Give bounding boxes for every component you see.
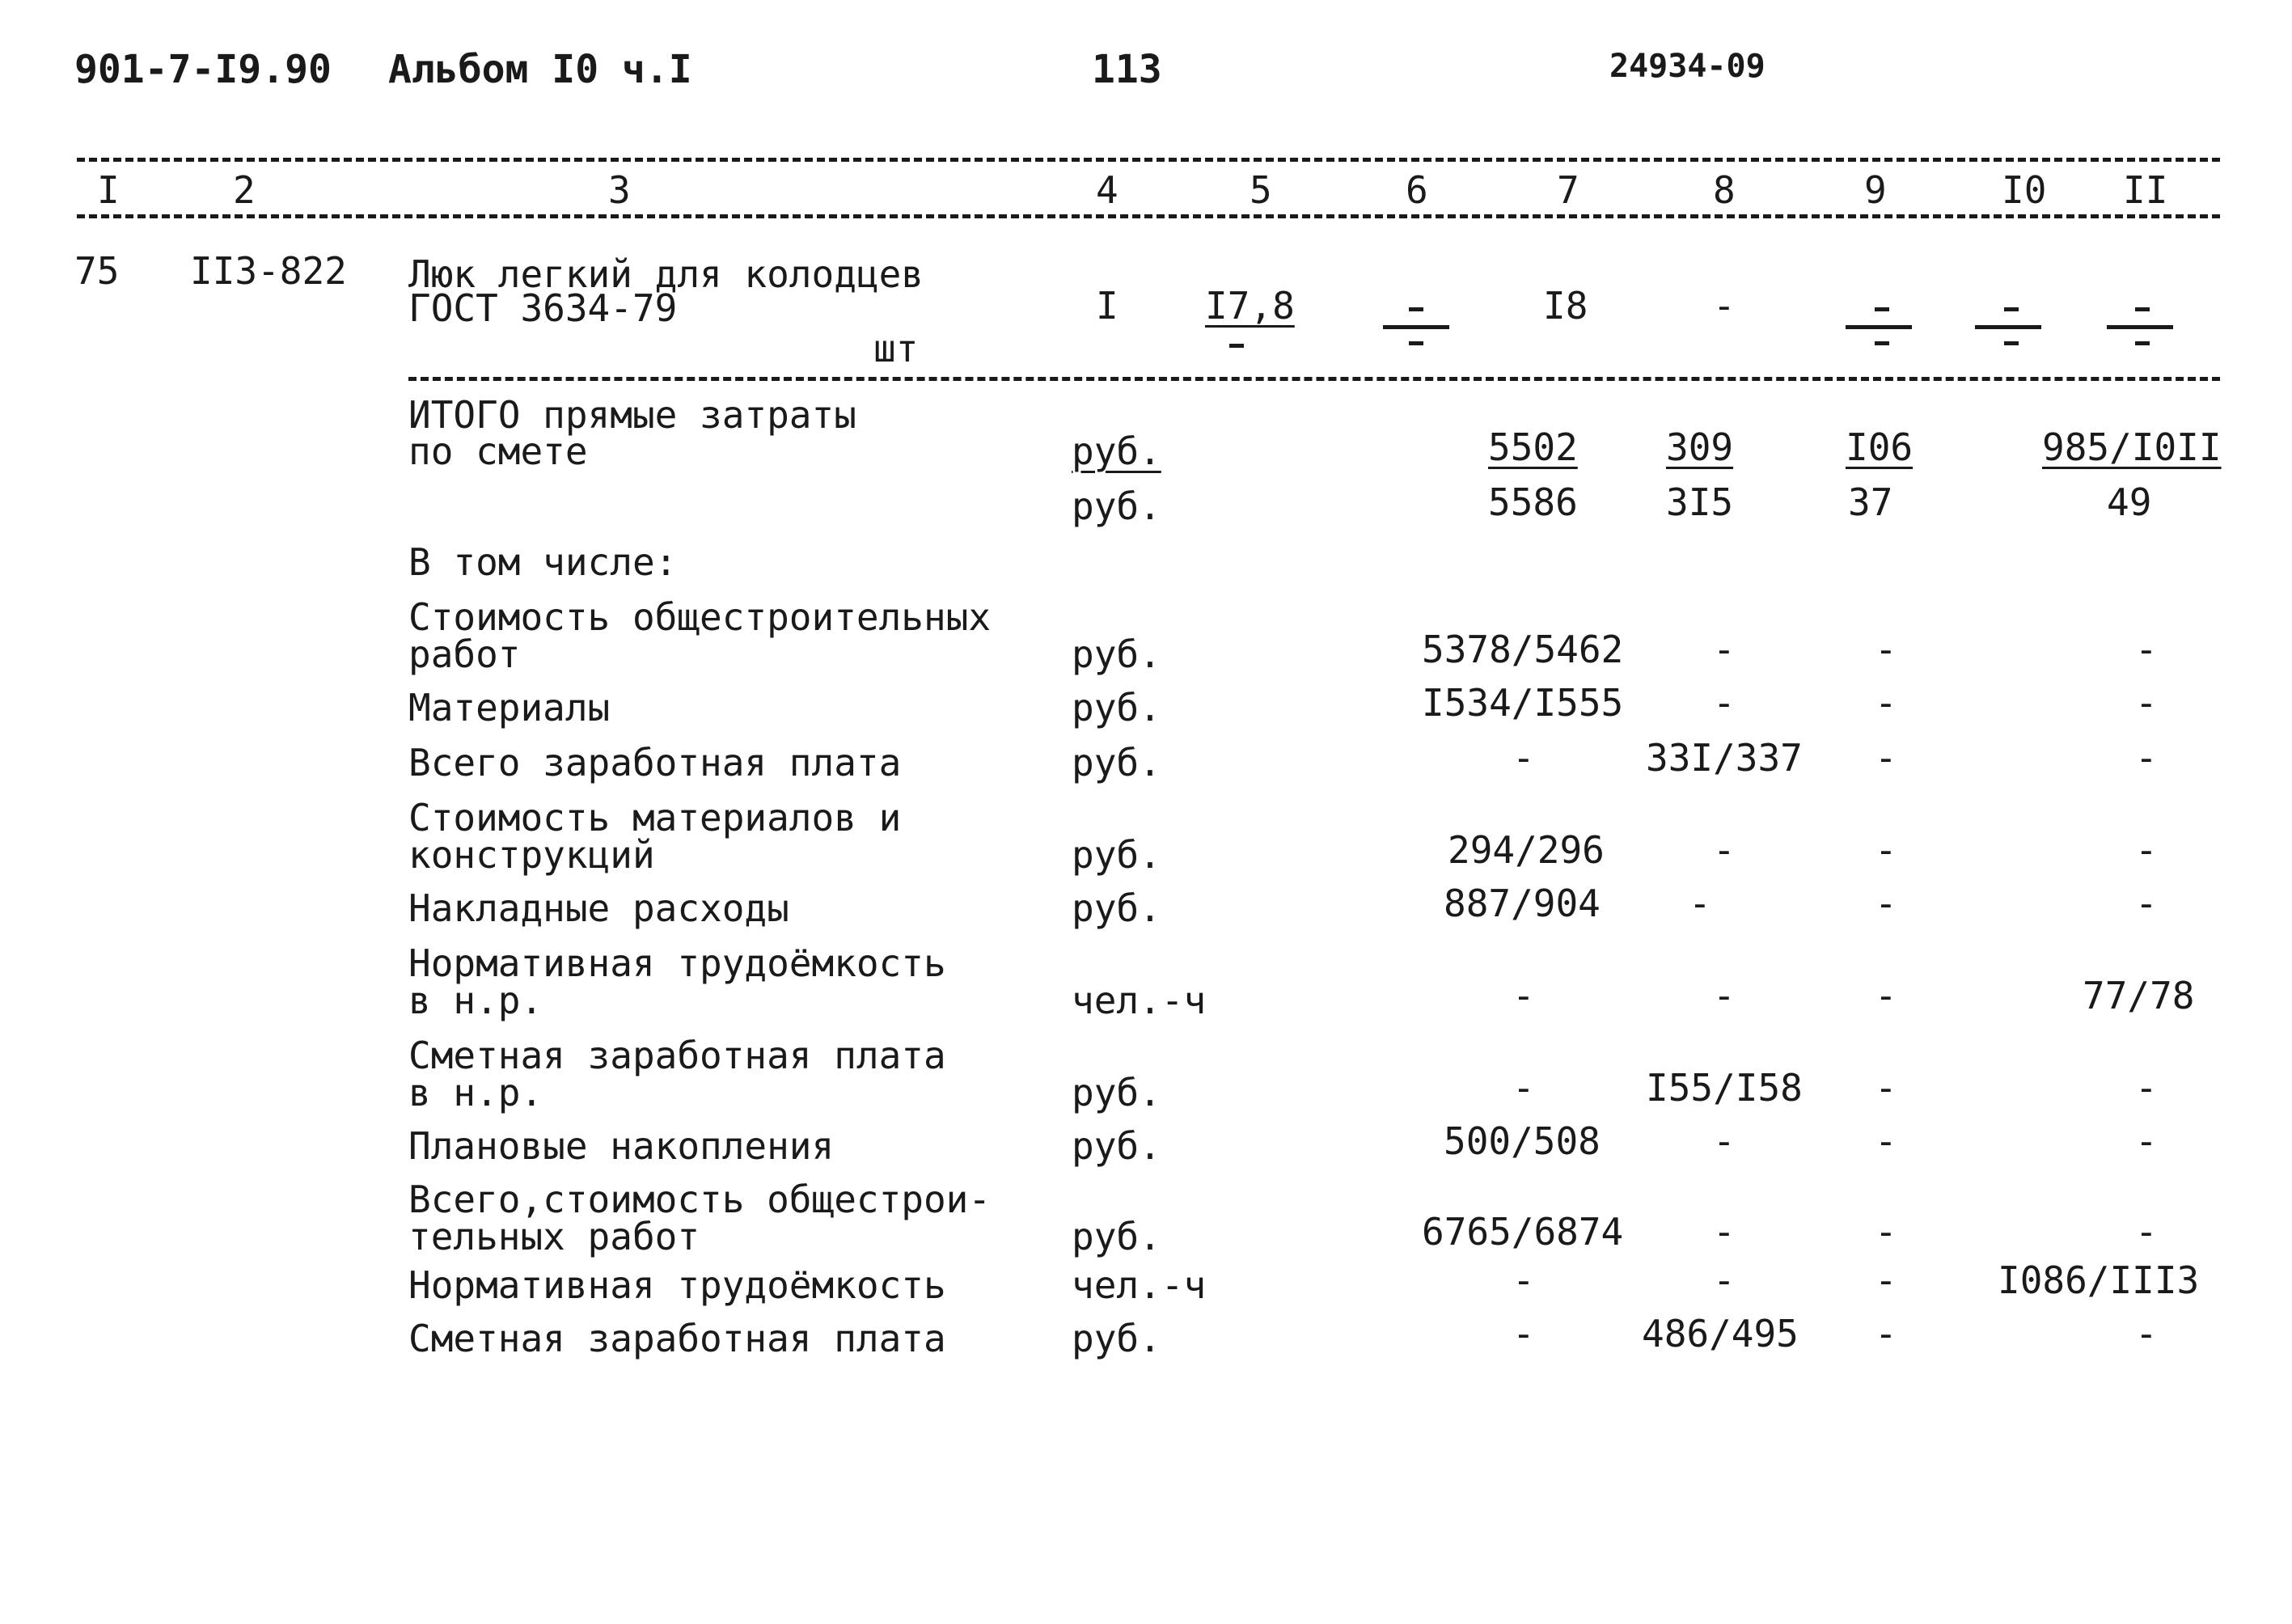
- item-col10-rule: [1975, 325, 2041, 329]
- row-col9: -: [1875, 882, 1897, 925]
- col-header-4: 4: [1096, 168, 1119, 212]
- doc-number: 24934-09: [1609, 48, 1766, 85]
- row-col9: -: [1875, 736, 1897, 780]
- row-col9: -: [1875, 1258, 1897, 1302]
- totals-label-line2: по смете: [408, 429, 588, 473]
- row-col8: -: [1689, 882, 1711, 925]
- totals-separator: [408, 377, 2220, 381]
- row-label-line2: тельных работ: [408, 1215, 700, 1258]
- row-col11: -: [2135, 828, 2158, 872]
- col-header-9: 9: [1864, 168, 1887, 212]
- row-col11: I086/III3: [1998, 1258, 2200, 1302]
- row-col11: -: [2135, 1119, 2158, 1163]
- row-col9: -: [1875, 1210, 1897, 1254]
- col-header-3: 3: [608, 168, 631, 212]
- totals-col8-bottom: 3I5: [1666, 480, 1734, 524]
- row-col11: -: [2135, 736, 2158, 780]
- row-label-line1: Накладные расходы: [408, 886, 789, 930]
- item-col9-rule: [1846, 325, 1912, 329]
- row-col8: -: [1713, 828, 1736, 872]
- totals-col11-top: 985/I0II: [2042, 425, 2222, 469]
- row-label-line1: Сметная заработная плата: [408, 1034, 946, 1077]
- row-unit: руб.: [1072, 686, 1161, 730]
- row-col8: -: [1713, 1258, 1736, 1302]
- row-col7: 294/296: [1448, 828, 1605, 872]
- row-col9: -: [1875, 1119, 1897, 1163]
- row-col9: -: [1875, 681, 1897, 725]
- row-label-line1: Сметная заработная плата: [408, 1317, 946, 1360]
- row-col8: -: [1713, 1119, 1736, 1163]
- totals-unit-bottom: руб.: [1072, 484, 1161, 528]
- row-unit: руб.: [1072, 632, 1161, 676]
- col-header-10: I0: [2002, 168, 2047, 212]
- row-col9: -: [1875, 974, 1897, 1017]
- row-col11: -: [2135, 1312, 2158, 1355]
- row-col7: -: [1512, 1312, 1535, 1355]
- row-label-line1: Стоимость общестроительных: [408, 595, 992, 639]
- row-col7: 887/904: [1444, 882, 1601, 925]
- row-label-line1: Всего,стоимость общестрои-: [408, 1178, 992, 1221]
- row-unit: руб.: [1072, 741, 1161, 785]
- item-col11-rule: [2107, 325, 2173, 329]
- row-col11: 77/78: [2083, 974, 2195, 1017]
- item-col8: -: [1713, 284, 1736, 328]
- col-header-5: 5: [1250, 168, 1272, 212]
- totals-col8-top: 309: [1666, 425, 1734, 469]
- row-label-line2: работ: [408, 632, 521, 676]
- row-col11: -: [2135, 628, 2158, 671]
- item-col7: I8: [1543, 284, 1588, 328]
- totals-col7-bottom: 5586: [1488, 480, 1578, 524]
- col-header-2: 2: [233, 168, 256, 212]
- item-col6-rule: [1383, 325, 1449, 329]
- row-unit: руб.: [1072, 886, 1161, 930]
- row-col11: -: [2135, 882, 2158, 925]
- item-col9-dash-bottom: [1875, 341, 1889, 345]
- item-number: 75: [74, 249, 120, 293]
- row-col7: -: [1512, 974, 1535, 1017]
- row-col11: -: [2135, 681, 2158, 725]
- row-col7: -: [1512, 736, 1535, 780]
- row-label-line2: конструкций: [408, 833, 655, 877]
- col-header-6: 6: [1406, 168, 1428, 212]
- row-label-line1: Всего заработная плата: [408, 741, 902, 785]
- row-col9: -: [1875, 1312, 1897, 1355]
- row-col8: -: [1713, 681, 1736, 725]
- row-col11: -: [2135, 1210, 2158, 1254]
- row-col9: -: [1875, 828, 1897, 872]
- item-col6-dash-top: [1409, 307, 1423, 311]
- totals-col11-bottom: 49: [2107, 480, 2152, 524]
- row-unit: чел.-ч: [1072, 979, 1207, 1022]
- row-unit: руб.: [1072, 1317, 1161, 1360]
- item-quantity: I: [1096, 284, 1119, 328]
- row-col8: I55/I58: [1646, 1066, 1803, 1110]
- col-header-1: I: [97, 168, 120, 212]
- totals-col9-bottom: 37: [1848, 480, 1893, 524]
- row-unit: руб.: [1072, 1215, 1161, 1258]
- row-label-line1: Нормативная трудоёмкость: [408, 1263, 946, 1307]
- item-name-line2: ГОСТ 3634-79: [408, 286, 678, 330]
- item-col11-dash-top: [2135, 307, 2150, 311]
- header-top-rule: [77, 158, 2220, 162]
- totals-unit-top: руб.: [1072, 429, 1161, 473]
- including-label: В том числе:: [408, 540, 678, 584]
- totals-col9-top: I06: [1846, 425, 1914, 469]
- item-col5-dash: [1229, 344, 1244, 348]
- col-header-8: 8: [1713, 168, 1736, 212]
- row-col7: 6765/6874: [1422, 1210, 1624, 1254]
- totals-label-line1: ИТОГО прямые затраты: [408, 393, 856, 437]
- row-unit: руб.: [1072, 833, 1161, 877]
- row-label-line1: Плановые накопления: [408, 1124, 835, 1168]
- item-col10-dash-bottom: [2004, 341, 2019, 345]
- row-col7: I534/I555: [1422, 681, 1624, 725]
- row-label-line1: Материалы: [408, 686, 611, 730]
- row-col8: -: [1713, 1210, 1736, 1254]
- item-code: II3-822: [190, 249, 347, 293]
- row-col7: 500/508: [1444, 1119, 1601, 1163]
- totals-col7-top: 5502: [1488, 425, 1578, 469]
- item-name-line1: Люк легкий для колодцев: [408, 252, 924, 296]
- row-col7: 5378/5462: [1422, 628, 1624, 671]
- col-header-11: II: [2123, 168, 2168, 212]
- row-col8: 33I/337: [1646, 736, 1803, 780]
- item-unit: шт: [873, 327, 919, 370]
- row-col11: -: [2135, 1066, 2158, 1110]
- item-col5: I7,8: [1205, 284, 1295, 328]
- col-header-7: 7: [1557, 168, 1579, 212]
- document-code: 901-7-I9.90: [74, 47, 332, 92]
- album-label: Альбом I0 ч.I: [388, 47, 692, 92]
- row-unit: руб.: [1072, 1124, 1161, 1168]
- row-col9: -: [1875, 628, 1897, 671]
- row-col7: -: [1512, 1066, 1535, 1110]
- item-col6-dash-bottom: [1409, 341, 1423, 345]
- item-col9-dash-top: [1875, 307, 1889, 311]
- row-unit: чел.-ч: [1072, 1263, 1207, 1307]
- row-col9: -: [1875, 1066, 1897, 1110]
- row-col7: -: [1512, 1258, 1535, 1302]
- row-unit: руб.: [1072, 1071, 1161, 1114]
- item-col11-dash-bottom: [2135, 341, 2150, 345]
- item-col10-dash-top: [2004, 307, 2019, 311]
- row-label-line1: Стоимость материалов и: [408, 796, 902, 839]
- row-col8: -: [1713, 628, 1736, 671]
- row-label-line1: Нормативная трудоёмкость: [408, 941, 946, 985]
- page-number: 113: [1092, 47, 1162, 92]
- row-col8: 486/495: [1642, 1312, 1799, 1355]
- row-label-line2: в н.р.: [408, 979, 543, 1022]
- row-label-line2: в н.р.: [408, 1071, 543, 1114]
- header-bottom-rule: [77, 214, 2220, 218]
- row-col8: -: [1713, 974, 1736, 1017]
